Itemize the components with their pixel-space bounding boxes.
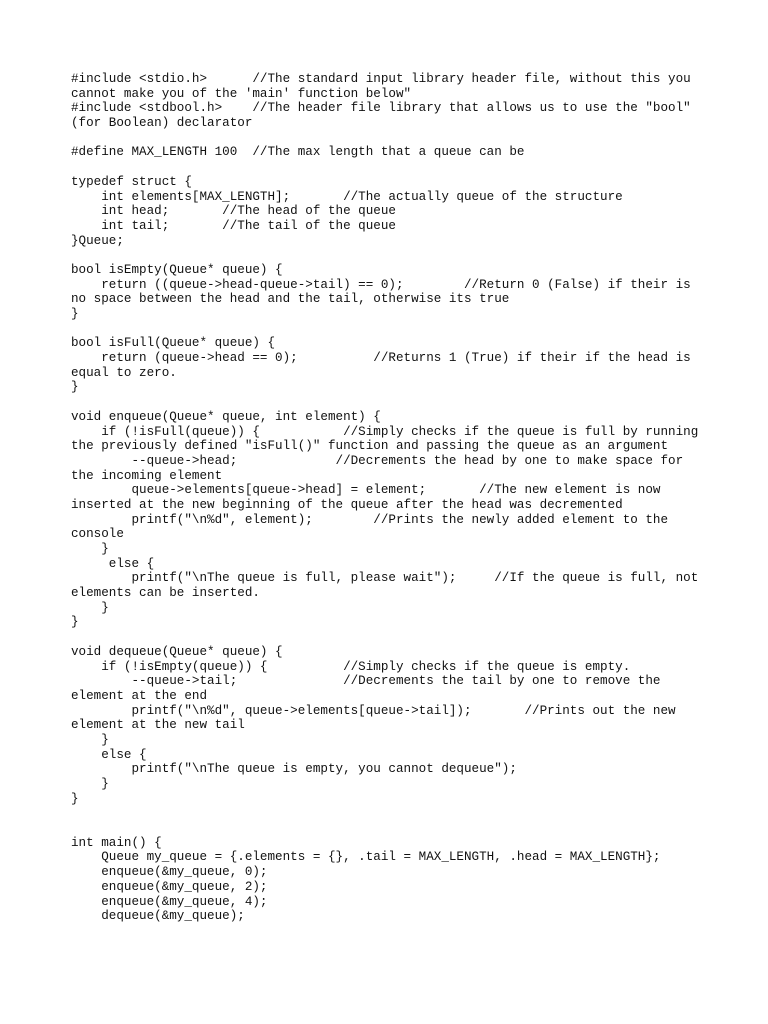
code-line: dequeue(&my_queue); <box>71 909 245 924</box>
code-line: #include <stdio.h> //The standard input library header file, without this you <box>71 72 691 86</box>
code-line: the previously defined "isFull()" function and passing the queue as an argument <box>71 439 669 454</box>
code-line: }Queue; <box>71 233 124 248</box>
code-line: printf("\nThe queue is empty, you cannot dequeue"); <box>71 762 517 777</box>
code-line: bool isEmpty(Queue* queue) { <box>71 262 283 277</box>
code-line: --queue->head; //Decrements the head by one to make space for <box>71 453 684 468</box>
code-line <box>71 322 711 337</box>
code-line: if (!isFull(queue)) { //Simply checks if the queue is full by running <box>71 424 699 439</box>
code-line: #include <stdbool.h> //The header file library that allows us to use the "bool" <box>71 101 691 116</box>
code-line: } <box>71 615 79 630</box>
code-line: printf("\n%d", element); //Prints the newly added element to the <box>71 512 669 527</box>
code-line <box>71 160 711 175</box>
code-line: int tail; //The tail of the queue <box>71 218 396 233</box>
code-line: cannot make you of the 'main' function below" <box>71 86 412 101</box>
code-line: no space between the head and the tail, otherwise its true <box>71 292 510 307</box>
code-line: void dequeue(Queue* queue) { <box>71 644 283 659</box>
code-line: } <box>71 791 79 806</box>
code-line: --queue->tail; //Decrements the tail by one to remove the <box>71 674 661 689</box>
code-block <box>71 72 711 924</box>
code-line: equal to zero. <box>71 365 177 380</box>
code-line <box>71 806 711 821</box>
code-line: if (!isEmpty(queue)) { //Simply checks if the queue is empty. <box>71 659 631 674</box>
code-line <box>71 395 711 410</box>
code-line: printf("\n%d", queue->elements[queue->tail]); //Prints out the new <box>71 703 676 718</box>
code-line: element at the end <box>71 688 208 703</box>
code-line: queue->elements[queue->head] = element; //The new element is now <box>71 483 661 498</box>
code-line: the incoming element <box>71 468 223 483</box>
code-line <box>71 248 711 263</box>
code-line: int main() { <box>71 835 162 850</box>
code-line: } <box>71 542 109 556</box>
code-line: void enqueue(Queue* queue, int element) { <box>71 409 381 424</box>
code-line: int head; //The head of the queue <box>71 204 396 219</box>
code-line: #define MAX_LENGTH 100 //The max length that a queue can be <box>71 145 525 160</box>
code-line: enqueue(&my_queue, 0); <box>71 865 268 880</box>
code-line: typedef struct { <box>71 174 192 189</box>
code-line: } <box>71 777 109 791</box>
code-line: } <box>71 732 109 747</box>
code-line: enqueue(&my_queue, 4); <box>71 894 268 909</box>
code-line: enqueue(&my_queue, 2); <box>71 879 268 894</box>
code-line: printf("\nThe queue is full, please wait"); //If the queue is full, not <box>71 571 699 586</box>
code-line: elements can be inserted. <box>71 586 260 601</box>
code-line: else { <box>71 747 147 762</box>
code-line: return (queue->head == 0); //Returns 1 (True) if their if the head is <box>71 351 691 366</box>
code-line: else { <box>71 556 155 571</box>
code-line: } <box>71 380 79 395</box>
code-line: console <box>71 527 124 542</box>
code-line: } <box>71 600 109 615</box>
code-line <box>71 630 711 645</box>
code-line: return ((queue->head-queue->tail) == 0); //Return 0 (False) if their is <box>71 277 691 292</box>
code-line: int elements[MAX_LENGTH]; //The actually queue of the structure <box>71 189 623 204</box>
code-line: (for Boolean) declarator <box>71 116 253 131</box>
code-line <box>71 131 711 146</box>
code-line: inserted at the new beginning of the queue after the head was decremented <box>71 497 623 512</box>
code-line <box>71 821 711 836</box>
code-line: } <box>71 307 79 321</box>
code-line: element at the new tail <box>71 718 245 733</box>
code-line: bool isFull(Queue* queue) { <box>71 336 276 351</box>
code-line: Queue my_queue = {.elements = {}, .tail = MAX_LENGTH, .head = MAX_LENGTH}; <box>71 850 661 865</box>
